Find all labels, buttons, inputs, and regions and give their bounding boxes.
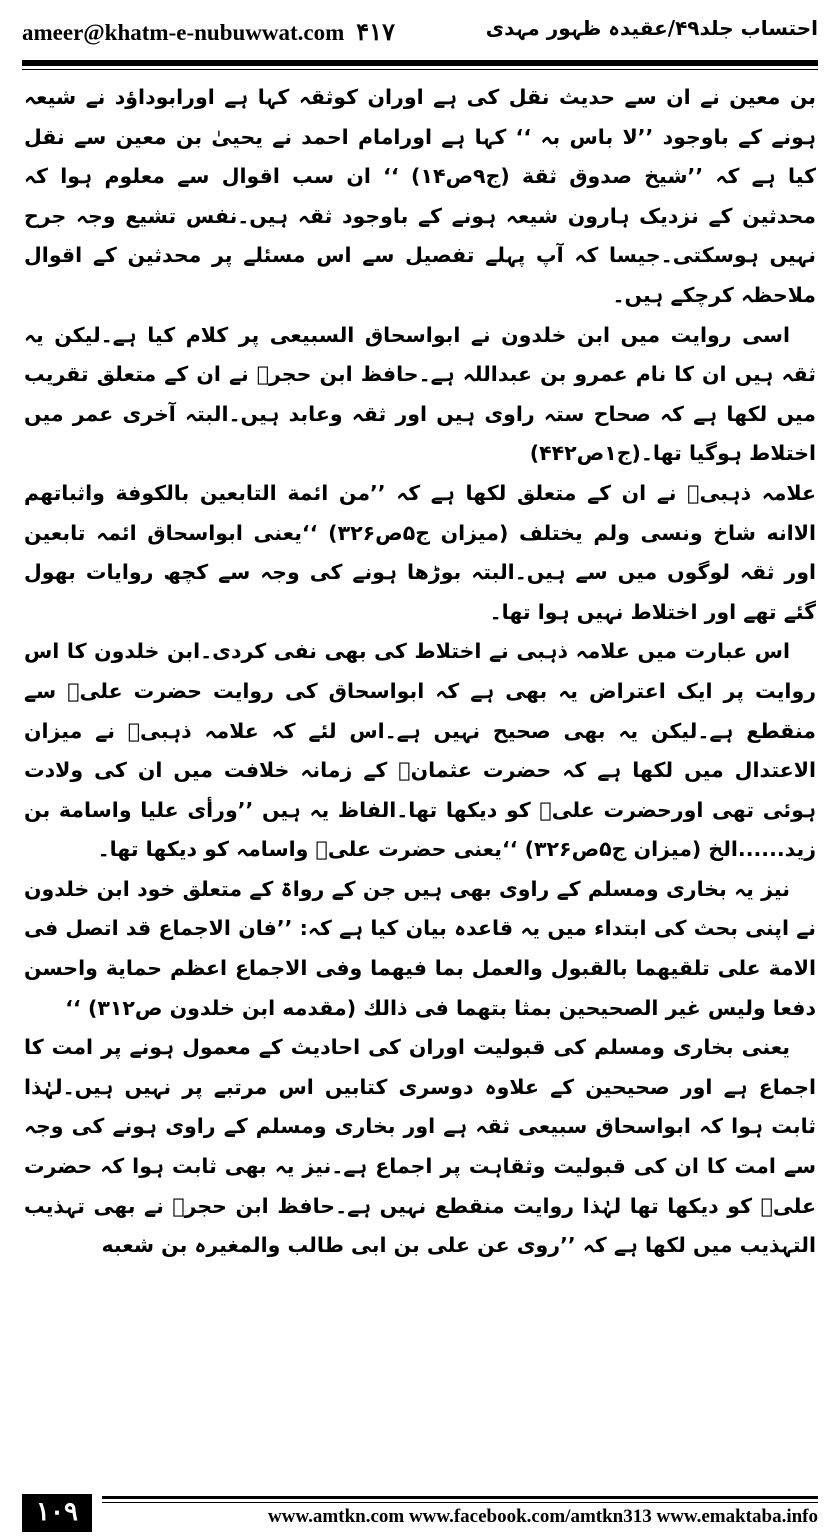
- header-left: [22, 18, 395, 47]
- header-rule-thin: [22, 69, 818, 70]
- paragraph-5: نیز یہ بخاری ومسلم کے راوی بھی ہیں جن کے رواۃ کے متعلق خود ابن خلدون نے اپنی بحث کی ابتداء میں یہ قاعدہ بیان کیا ہے کہ: ’’فان الاجماع قد اتصل فی الامة علی تلقیهما بالقبول والعمل بما فیهما وفی الاجماع اعظم حمایة واحسن دفعا ولیس غیر الصحیحین بمثا بتهما فی ذالك (مقدمه ابن خلدون ص۳۱۲) ‘‘: [24, 876, 816, 1020]
- header-rule-thick: [22, 60, 818, 66]
- header-email[interactable]: ameer@khatm-e-nubuwwat.com: [22, 20, 345, 45]
- page-header: [22, 14, 818, 54]
- footer-rule-thin: [102, 1502, 818, 1503]
- header-title: احتساب جلد۴۹/عقیدہ ظہور مہدی: [485, 16, 818, 40]
- paragraph-2: اسی روایت میں ابن خلدون نے ابواسحاق السبیعی پر کلام کیا ہے۔لیکن یہ ثقہ ہیں ان کا نام عمرو بن عبداللہ ہے۔حافظ ابن حجرؒ نے ان کے متعلق تقریب میں لکھا ہے کہ صحاح ستہ راوی ہیں اور ثقہ وعابد ہیں۔البتہ آخری عمر میں اختلاط ہوگیا تھا۔(ج۱ص۴۴۲): [24, 322, 816, 466]
- footer-rule-thick: [102, 1496, 818, 1499]
- paragraph-4: اس عبارت میں علامہ ذہبی نے اختلاط کی بھی نفی کردی۔ابن خلدون کا اس روایت پر ایک اعتراض یہ بھی ہے کہ ابواسحاق کی روایت حضرت علیؓ سے منقطع ہے۔لیکن یہ بھی صحیح نہیں ہے۔اس لئے کہ علامہ ذہبیؒ نے میزان الاعتدال میں لکھا ہے کہ حضرت عثمانؓ کے زمانہ خلافت میں ان کی ولادت ہوئی تھی اورحضرت علیؓ کو دیکھا تھا۔الفاظ یہ ہیں ’’ورأی علیا واسامة بن زید......الخ (میزان ج۵ص۳۲۶) ‘‘یعنی حضرت علیؓ واسامہ کو دیکھا تھا۔: [24, 639, 816, 862]
- header-page-number: ۴۱۷: [356, 20, 395, 46]
- footer-links[interactable]: www.amtkn.com www.facebook.com/amtkn313 www.emaktaba.info: [268, 1506, 818, 1527]
- page-body: [24, 78, 816, 1478]
- paragraph-6: یعنی بخاری ومسلم کی قبولیت اوران کی احادیث کے معمول ہونے پر امت کا اجماع ہے اور صحیحین کے علاوہ دوسری کتابیں اس مرتبے پر نہیں ہیں۔لہٰذا ثابت ہوا کہ ابواسحاق سبیعی ثقہ ہے اور بخاری ومسلم کے راوی ہونے کی وجہ سے امت کا ان کی قبولیت وثقاہت پر اجماع ہے۔نیز یہ بھی ثابت ہوا کہ حضرت علیؓ کو دیکھا تھا لہٰذا روایت منقطع نہیں ہے۔حافظ ابن حجرؒ نے بھی تہذیب التہذیب میں لکھا ہے کہ ’’روی عن علی بن ابی طالب والمغیرہ بن شعبه: [24, 1035, 816, 1258]
- footer-page-number: ۱۰۹: [22, 1494, 92, 1532]
- paragraph-1: بن معین نے ان سے حدیث نقل کی ہے اوران کوثقہ کہا ہے اورابوداؤد نے شیعہ ہونے کے باوجود ’’لا باس بہ ‘‘ کہا ہے اورامام احمد نے یحییٰ بن معین سے نقل کیا ہے کہ ’’شیخ صدوق ثقة (ج۹ص۱۴) ‘‘ ان سب اقوال سے معلوم ہوا کہ محدثین کے نزدیک ہارون شیعہ ہونے کے باوجود ثقہ ہیں۔نفس تشیع وجہ جرح نہیں ہوسکتی۔جیسا کہ آپ پہلے تفصیل سے اس مسئلے پر محدثین کے اقوال ملاحظہ کرچکے ہیں۔: [24, 85, 816, 307]
- page-footer: [22, 1494, 818, 1534]
- paragraph-3: علامہ ذہبیؒ نے ان کے متعلق لکھا ہے کہ ’’من ائمة التابعین بالکوفة واثباتهم الاانه شاخ ونسی ولم یختلف (میزان ج۵ص۳۲۶) ‘‘یعنی ابواسحاق ائمہ تابعین اور ثقہ لوگوں میں سے ہیں۔البتہ بوڑھا ہونے کی وجہ سے کچھ روایات بھول گئے تھے اور اختلاط نہیں ہوا تھا۔: [24, 480, 816, 624]
